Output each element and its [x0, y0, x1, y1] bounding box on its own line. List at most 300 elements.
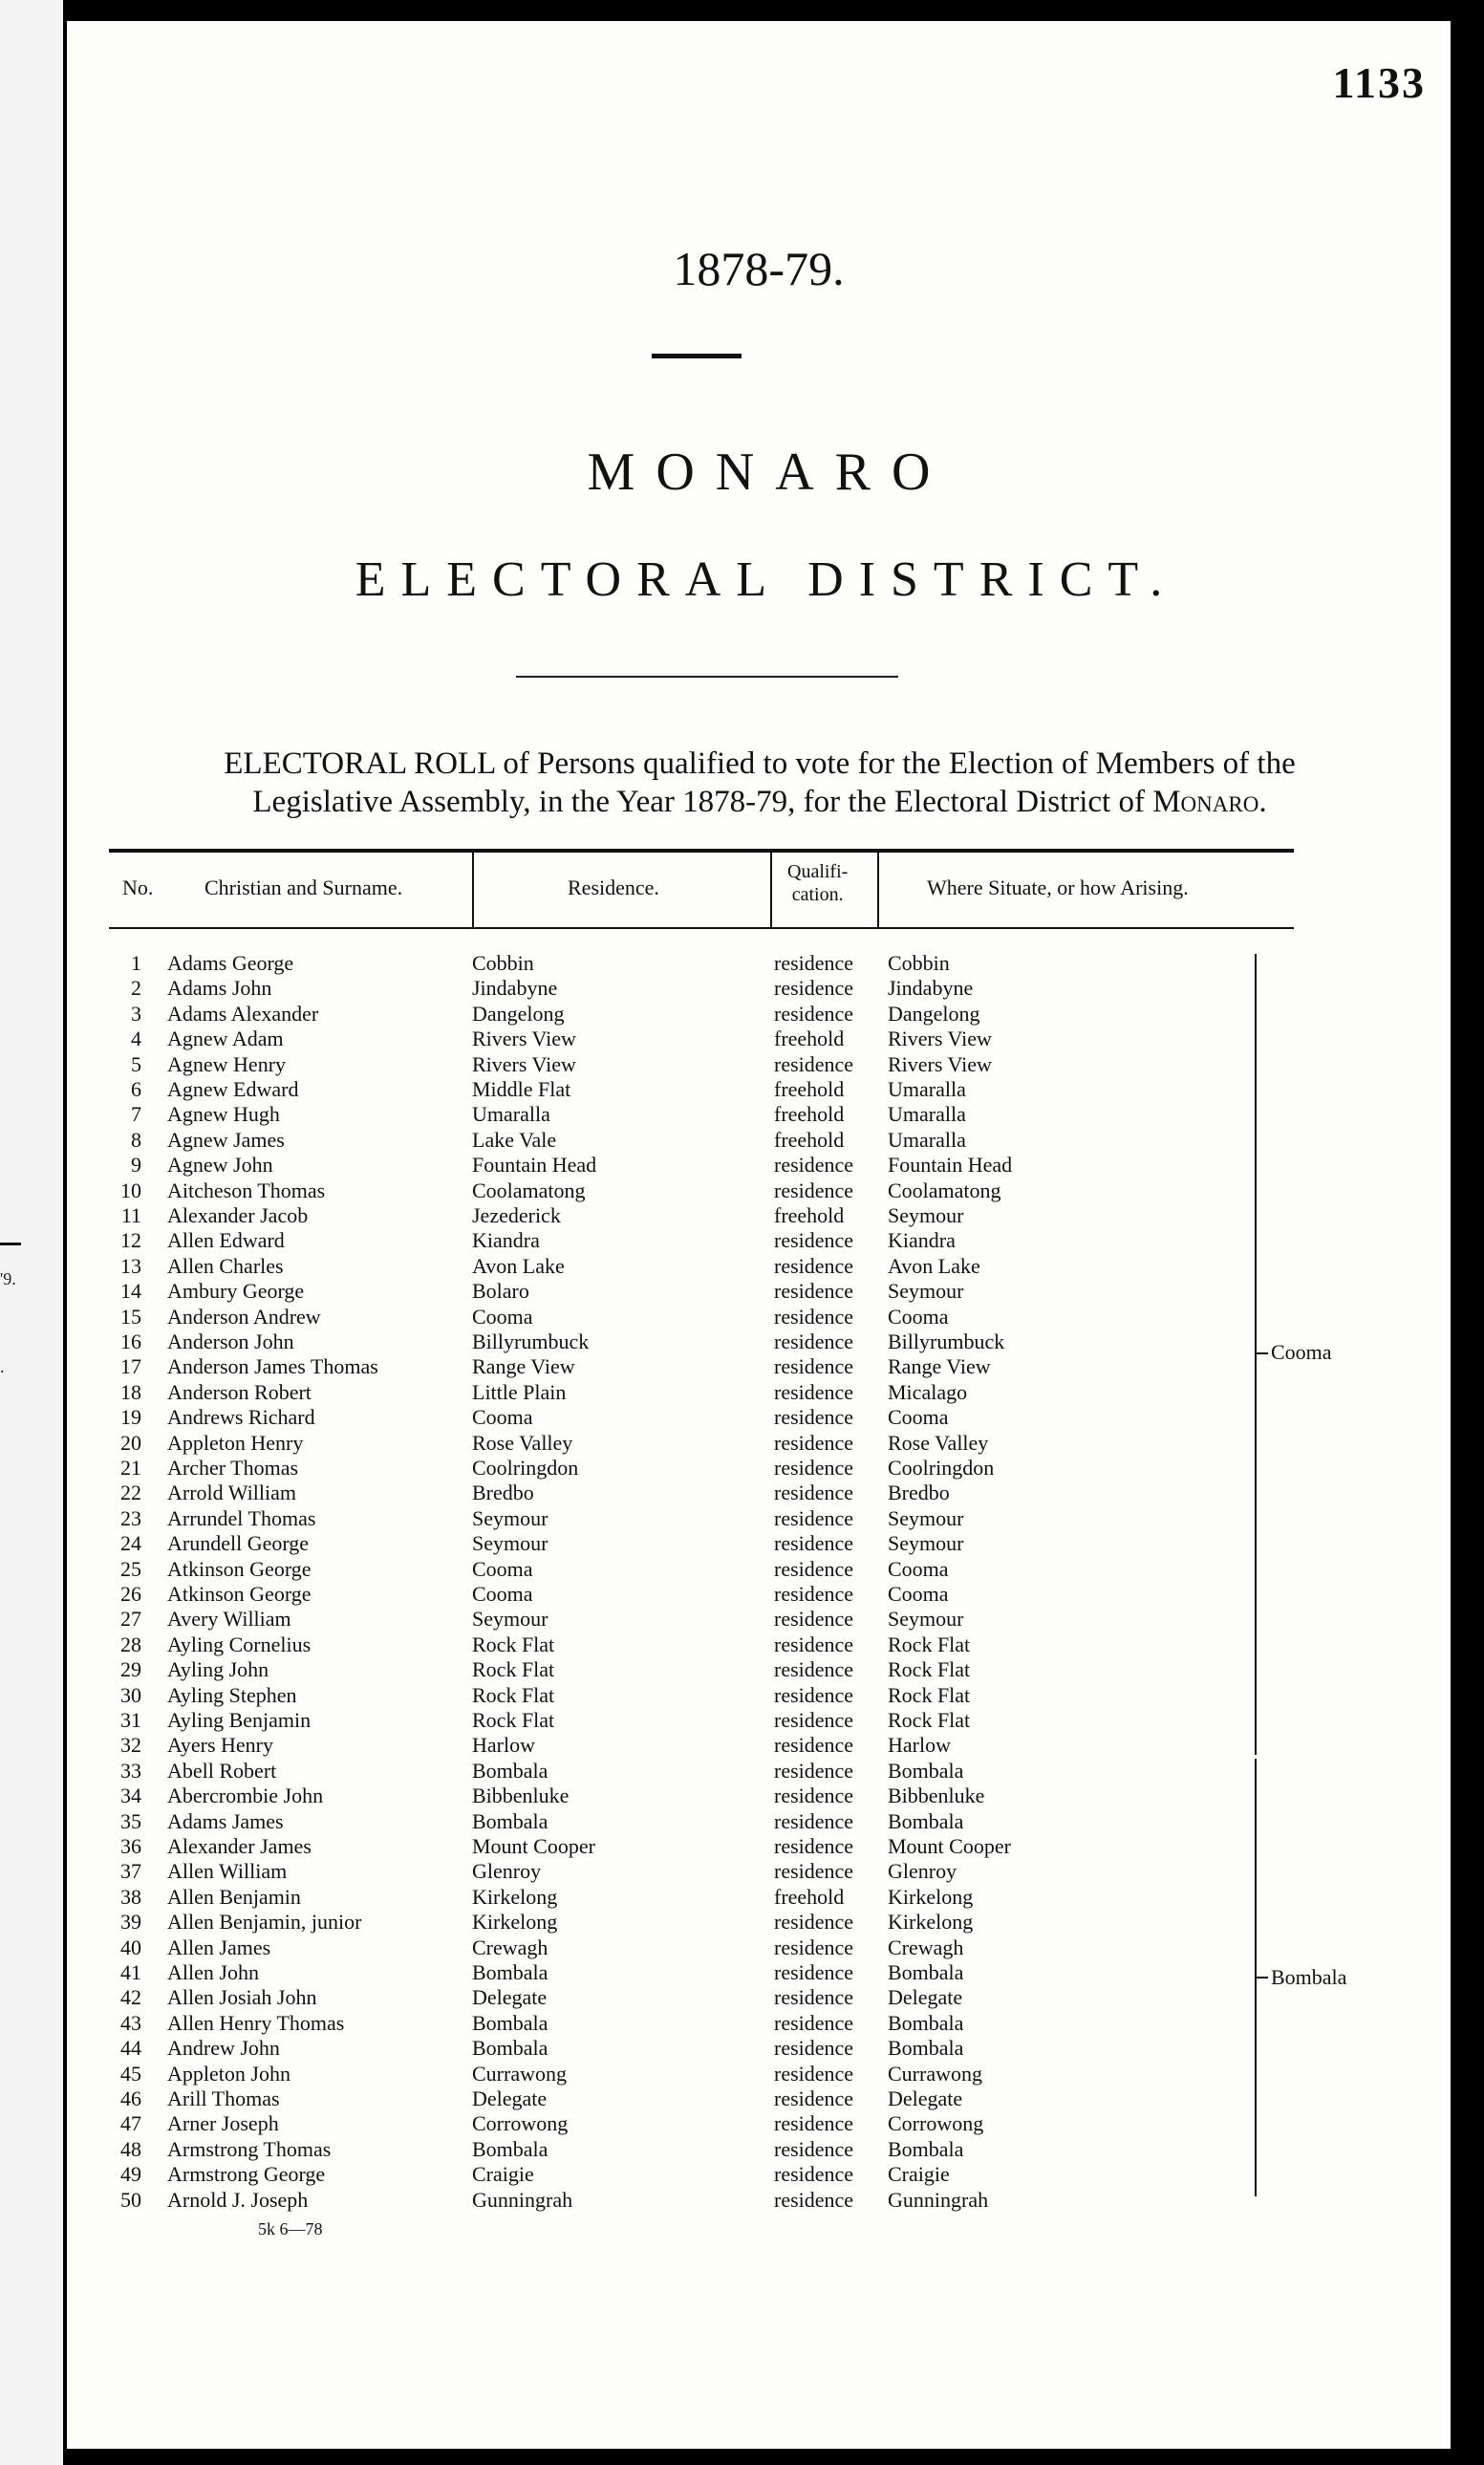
entry-number: 24	[120, 1531, 141, 1556]
elector-name: Adams John	[167, 976, 272, 1001]
header-where-situate: Where Situate, or how Arising.	[927, 876, 1189, 899]
residence: Rock Flat	[472, 1632, 555, 1656]
elector-name: Abell Robert	[167, 1758, 277, 1783]
residence: Kirkelong	[472, 1884, 558, 1909]
where-situate: Bredbo	[888, 1481, 950, 1505]
elector-name: Aitcheson Thomas	[167, 1178, 326, 1202]
where-situate: Micalago	[888, 1379, 968, 1404]
elector-name: Arrundel Thomas	[167, 1505, 316, 1530]
table-row	[109, 1278, 1141, 1304]
intro-line-1: ELECTORAL ROLL of Persons qualified to vote for the Election of Members of the	[224, 746, 1296, 781]
qualification: freehold	[774, 1884, 845, 1909]
qualification: residence	[774, 2036, 854, 2061]
elector-name: Arnold J. Joseph	[167, 2187, 309, 2212]
qualification: residence	[774, 1228, 854, 1253]
where-situate: Jindabyne	[888, 976, 974, 1001]
table-row	[109, 1909, 1141, 1935]
entry-number: 43	[120, 2010, 141, 2035]
entry-number: 1	[131, 951, 141, 975]
where-situate: Cooma	[888, 1582, 949, 1606]
entry-number: 42	[120, 1985, 141, 2010]
entry-number: 23	[120, 1505, 141, 1530]
divider	[516, 676, 898, 678]
residence: Jindabyne	[472, 976, 558, 1001]
residence: Fountain Head	[472, 1153, 597, 1178]
printer-imprint: 5k 6—78	[258, 2219, 323, 2238]
qualification: residence	[774, 1632, 854, 1656]
residence: Kiandra	[472, 1228, 540, 1253]
residence: Seymour	[472, 1531, 548, 1556]
table-row	[109, 950, 1141, 976]
page-number: 1133	[1332, 58, 1426, 107]
where-situate: Craigie	[888, 2162, 950, 2187]
elector-name: Atkinson George	[167, 1556, 312, 1581]
table-row	[109, 1656, 1141, 1682]
where-situate: Rock Flat	[888, 1708, 971, 1732]
qualification: residence	[774, 1456, 854, 1480]
where-situate: Bombala	[888, 2010, 964, 2035]
elector-name: Adams James	[167, 1808, 284, 1833]
where-situate: Rose Valley	[888, 1430, 989, 1455]
elector-name: Andrews Richard	[167, 1405, 315, 1430]
entry-number: 19	[120, 1405, 141, 1430]
residence: Rivers View	[472, 1051, 576, 1076]
where-situate: Bombala	[888, 1758, 964, 1783]
intro-district-name: Monaro	[1152, 785, 1259, 819]
table-row	[109, 1959, 1141, 1985]
table-row	[109, 1556, 1141, 1582]
residence: Bombala	[472, 1758, 548, 1783]
where-situate: Bombala	[888, 1960, 964, 1984]
elector-name: Atkinson George	[167, 1582, 312, 1606]
where-situate: Coolringdon	[888, 1456, 995, 1480]
where-situate: Mount Cooper	[888, 1834, 1011, 1858]
entry-number: 11	[120, 1203, 141, 1227]
table-row	[109, 1076, 1141, 1102]
where-situate: Dangelong	[888, 1001, 980, 1026]
entry-number: 44	[120, 2036, 141, 2061]
residence: Bombala	[472, 2136, 548, 2161]
qualification: residence	[774, 1430, 854, 1455]
entry-number: 22	[120, 1481, 141, 1505]
where-situate: Avon Lake	[888, 1253, 980, 1278]
qualification: residence	[774, 951, 854, 975]
elector-name: Ayling Benjamin	[167, 1708, 312, 1732]
elector-name: Arill Thomas	[167, 2087, 280, 2110]
elector-name: Archer Thomas	[167, 1456, 299, 1480]
entry-number: 35	[120, 1808, 141, 1833]
entry-number: 4	[131, 1027, 141, 1051]
elector-name: Allen Josiah John	[167, 1985, 317, 2010]
residence: Harlow	[472, 1733, 535, 1758]
elector-name: Abercrombie John	[167, 1784, 324, 1808]
entry-number: 5	[131, 1051, 141, 1076]
where-situate: Bombala	[888, 2136, 964, 2161]
qualification: residence	[774, 1405, 854, 1430]
where-situate: Cooma	[888, 1304, 949, 1329]
residence: Glenroy	[472, 1859, 542, 1884]
table-row	[109, 1505, 1141, 1531]
entry-number: 50	[120, 2187, 141, 2212]
header-residence: Residence.	[568, 876, 659, 899]
residence: Cooma	[472, 1556, 533, 1581]
where-situate: Seymour	[888, 1505, 964, 1530]
residence: Bombala	[472, 2010, 548, 2035]
elector-name: Anderson James Thomas	[167, 1354, 378, 1379]
elector-name: Ayling Cornelius	[167, 1632, 312, 1656]
elector-name: Anderson Andrew	[167, 1304, 321, 1329]
qualification: residence	[774, 2087, 854, 2110]
elector-name: Ambury George	[167, 1279, 305, 1304]
residence: Jezederick	[472, 1203, 561, 1227]
where-situate: Umaralla	[888, 1102, 966, 1127]
adjacent-page-rule	[0, 1243, 21, 1245]
residence: Currawong	[472, 2061, 567, 2086]
table-row	[109, 1051, 1141, 1077]
entry-number: 7	[131, 1102, 141, 1127]
entry-number: 29	[120, 1657, 141, 1682]
where-situate: Harlow	[888, 1733, 951, 1758]
where-situate: Cooma	[888, 1556, 949, 1581]
where-situate: Umaralla	[888, 1077, 966, 1101]
where-situate: Gunningrah	[888, 2187, 989, 2212]
table-row	[109, 2110, 1141, 2136]
entry-number: 27	[120, 1607, 141, 1632]
table-row	[109, 1530, 1141, 1556]
table-row	[109, 2010, 1141, 2036]
entry-number: 18	[120, 1379, 141, 1404]
table-row	[109, 1227, 1141, 1253]
where-situate: Rock Flat	[888, 1682, 971, 1707]
elector-name: Adams George	[167, 951, 294, 975]
residence: Rock Flat	[472, 1682, 555, 1707]
qualification: residence	[774, 1682, 854, 1707]
entry-number: 17	[120, 1354, 141, 1379]
where-situate: Seymour	[888, 1531, 964, 1556]
elector-name: Allen Henry Thomas	[167, 2010, 345, 2035]
qualification: residence	[774, 1859, 854, 1884]
entry-number: 28	[120, 1632, 141, 1656]
where-situate: Kiandra	[888, 1228, 956, 1253]
elector-name: Agnew John	[167, 1153, 273, 1178]
elector-name: Alexander Jacob	[167, 1203, 309, 1227]
residence: Mount Cooper	[472, 1834, 595, 1858]
column-divider	[770, 853, 772, 927]
table-row	[109, 1732, 1141, 1758]
residence: Range View	[472, 1354, 575, 1379]
document-page	[67, 21, 1451, 2449]
qualification: residence	[774, 1607, 854, 1632]
residence: Cobbin	[472, 951, 534, 975]
table-row	[109, 1783, 1141, 1808]
residence: Coolamatong	[472, 1178, 586, 1202]
residence: Rock Flat	[472, 1708, 555, 1732]
entry-number: 20	[120, 1430, 141, 1455]
elector-name: Arrold William	[167, 1481, 296, 1505]
where-situate: Range View	[888, 1354, 991, 1379]
header-qualification: Qualifi- cation.	[787, 861, 849, 905]
residence: Cooma	[472, 1304, 533, 1329]
table-row	[109, 1606, 1141, 1632]
qualification: residence	[774, 2187, 854, 2212]
column-divider	[877, 853, 879, 927]
entry-number: 41	[120, 1960, 141, 1984]
qualification: residence	[774, 1985, 854, 2010]
table-row	[109, 1884, 1141, 1910]
column-divider	[472, 853, 474, 927]
entry-number: 45	[120, 2061, 141, 2086]
elector-name: Appleton Henry	[167, 1430, 304, 1455]
qualification: residence	[774, 1582, 854, 1606]
table-row	[109, 2187, 1141, 2213]
residence: Craigie	[472, 2162, 534, 2187]
qualification: freehold	[774, 1027, 845, 1051]
elector-name: Allen Benjamin, junior	[167, 1910, 362, 1935]
where-situate: Kirkelong	[888, 1910, 974, 1935]
elector-name: Allen Edward	[167, 1228, 285, 1253]
qualification: residence	[774, 1001, 854, 1026]
qualification: residence	[774, 1910, 854, 1935]
elector-name: Avery William	[167, 1607, 291, 1632]
qualification: residence	[774, 2111, 854, 2136]
group-label-bombala: Bombala	[1271, 1965, 1347, 1989]
table-row	[109, 2161, 1141, 2187]
qualification: residence	[774, 976, 854, 1001]
residence: Bombala	[472, 1960, 548, 1984]
elector-name: Agnew Hugh	[167, 1102, 280, 1127]
qualification: freehold	[774, 1102, 845, 1127]
residence: Rose Valley	[472, 1430, 573, 1455]
divider	[652, 354, 742, 358]
elector-name: Agnew Adam	[167, 1027, 284, 1051]
header-name: Christian and Surname.	[204, 876, 403, 899]
table-row	[109, 1001, 1141, 1027]
elector-name: Agnew James	[167, 1127, 285, 1152]
entry-number: 26	[120, 1582, 141, 1606]
table-body	[109, 929, 1347, 2305]
residence: Cooma	[472, 1405, 533, 1430]
entry-number: 25	[120, 1556, 141, 1581]
adjacent-page-fragment: '9.	[0, 1269, 16, 1288]
where-situate: Currawong	[888, 2061, 982, 2086]
table-row	[109, 2086, 1141, 2111]
entry-number: 9	[131, 1153, 141, 1178]
elector-name: Anderson Robert	[167, 1379, 312, 1404]
entry-number: 46	[120, 2087, 141, 2110]
elector-name: Alexander James	[167, 1834, 312, 1858]
table-row	[109, 1202, 1141, 1228]
where-situate: Corrowong	[888, 2111, 984, 2136]
qualification: residence	[774, 1531, 854, 1556]
entry-number: 3	[131, 1001, 141, 1026]
where-situate: Coolamatong	[888, 1178, 1001, 1202]
elector-name: Ayers Henry	[167, 1733, 273, 1758]
entry-number: 14	[120, 1279, 141, 1304]
qualification: residence	[774, 1354, 854, 1379]
qualification: freehold	[774, 1077, 845, 1101]
where-situate: Rivers View	[888, 1027, 992, 1051]
qualification: residence	[774, 1330, 854, 1353]
district-name: MONARO	[587, 443, 952, 502]
where-situate: Seymour	[888, 1279, 964, 1304]
qualification: residence	[774, 1304, 854, 1329]
qualification: residence	[774, 1708, 854, 1732]
qualification: residence	[774, 1935, 854, 1959]
table-row	[109, 1430, 1141, 1456]
entry-number: 6	[131, 1077, 141, 1101]
table-row	[109, 1935, 1141, 1960]
qualification: residence	[774, 2162, 854, 2187]
entry-number: 48	[120, 2136, 141, 2161]
qualification: residence	[774, 1784, 854, 1808]
table-row	[109, 1404, 1141, 1430]
entry-number: 37	[120, 1859, 141, 1884]
table-row	[109, 1304, 1141, 1330]
entry-number: 8	[131, 1127, 141, 1152]
where-situate: Delegate	[888, 1985, 963, 2010]
elector-name: Arner Joseph	[167, 2111, 279, 2136]
qualification: residence	[774, 1834, 854, 1858]
entry-number: 2	[131, 976, 141, 1001]
residence: Corrowong	[472, 2111, 569, 2136]
residence: Bredbo	[472, 1481, 534, 1505]
residence: Bombala	[472, 2036, 548, 2061]
residence: Bibbenluke	[472, 1784, 570, 1808]
residence: Seymour	[472, 1607, 548, 1632]
where-situate: Rivers View	[888, 1051, 992, 1076]
elector-name: Appleton John	[167, 2061, 290, 2086]
residence: Rivers View	[472, 1027, 576, 1051]
table-row	[109, 1984, 1141, 2010]
table-row	[109, 1379, 1141, 1405]
residence: Lake Vale	[472, 1127, 557, 1152]
elector-name: Armstrong Thomas	[167, 2136, 332, 2161]
residence: Delegate	[472, 1985, 548, 2010]
elector-name: Allen Charles	[167, 1253, 284, 1278]
table-row	[109, 1808, 1141, 1834]
table-row	[109, 1833, 1141, 1859]
table-row	[109, 1707, 1141, 1733]
where-situate: Rock Flat	[888, 1657, 971, 1682]
where-situate: Cobbin	[888, 951, 950, 975]
elector-name: Agnew Edward	[167, 1077, 299, 1101]
entry-number: 16	[120, 1330, 141, 1353]
elector-name: Anderson John	[167, 1330, 294, 1353]
residence: Bombala	[472, 1808, 548, 1833]
table-row	[109, 1480, 1141, 1505]
qualification: residence	[774, 1379, 854, 1404]
adjacent-page-fragment: .	[0, 1357, 5, 1376]
where-situate: Rock Flat	[888, 1632, 971, 1656]
adjacent-page-edge	[0, 0, 63, 2465]
residence: Seymour	[472, 1505, 548, 1530]
qualification: residence	[774, 1153, 854, 1178]
table-header	[109, 853, 1294, 929]
where-situate: Crewagh	[888, 1935, 964, 1959]
entry-number: 34	[120, 1784, 141, 1808]
residence: Gunningrah	[472, 2187, 573, 2212]
table-row	[109, 2035, 1141, 2061]
where-situate: Bombala	[888, 1808, 964, 1833]
intro-line-2	[96, 783, 1424, 821]
where-situate: Bombala	[888, 2036, 964, 2061]
qualification: residence	[774, 1733, 854, 1758]
residence: Billyrumbuck	[472, 1330, 590, 1353]
elector-name: Allen John	[167, 1960, 259, 1984]
elector-name: Allen James	[167, 1935, 271, 1959]
residence: Crewagh	[472, 1935, 548, 1959]
entry-number: 12	[120, 1228, 141, 1253]
qualification: residence	[774, 1808, 854, 1833]
entry-number: 39	[120, 1910, 141, 1935]
qualification: residence	[774, 1178, 854, 1202]
qualification: residence	[774, 2136, 854, 2161]
elector-name: Ayling John	[167, 1657, 269, 1682]
elector-name: Adams Alexander	[167, 1001, 319, 1026]
electoral-roll-table	[109, 849, 1347, 2305]
group-label-cooma: Cooma	[1271, 1340, 1332, 1364]
qualification: freehold	[774, 1203, 845, 1227]
elector-name: Allen Benjamin	[167, 1884, 301, 1909]
where-situate: Bibbenluke	[888, 1784, 985, 1808]
where-situate: Delegate	[888, 2087, 963, 2110]
table-row	[109, 1253, 1141, 1279]
entry-number: 47	[120, 2111, 141, 2136]
residence: Dangelong	[472, 1001, 565, 1026]
residence: Bolaro	[472, 1279, 529, 1304]
qualification: residence	[774, 1279, 854, 1304]
where-situate: Umaralla	[888, 1127, 966, 1152]
table-row	[109, 1455, 1141, 1481]
elector-name: Arundell George	[167, 1531, 310, 1556]
entry-number: 40	[120, 1935, 141, 1959]
qualification: residence	[774, 1758, 854, 1783]
group-brace-cooma	[1239, 954, 1257, 1755]
qualification: residence	[774, 1051, 854, 1076]
district-subtitle: ELECTORAL DISTRICT.	[355, 552, 1178, 607]
where-situate: Seymour	[888, 1203, 964, 1227]
entry-number: 15	[120, 1304, 141, 1329]
table-row	[109, 2061, 1141, 2087]
table-row	[109, 1127, 1141, 1153]
table-row	[109, 975, 1141, 1001]
entry-number: 36	[120, 1834, 141, 1858]
residence: Rock Flat	[472, 1657, 555, 1682]
elector-name: Armstrong George	[167, 2162, 326, 2187]
table-row	[109, 1581, 1141, 1607]
where-situate: Glenroy	[888, 1859, 957, 1884]
year-heading: 1878-79.	[673, 242, 845, 295]
qualification: freehold	[774, 1127, 845, 1152]
residence: Coolringdon	[472, 1456, 579, 1480]
residence: Umaralla	[472, 1102, 550, 1127]
intro-line-2-suffix: .	[1258, 785, 1267, 819]
entry-number: 10	[120, 1178, 141, 1202]
table-row	[109, 1858, 1141, 1884]
table-row	[109, 1152, 1141, 1178]
where-situate: Seymour	[888, 1607, 964, 1632]
entry-number: 30	[120, 1682, 141, 1707]
residence: Middle Flat	[472, 1077, 571, 1101]
qualification: residence	[774, 1556, 854, 1581]
residence: Avon Lake	[472, 1253, 565, 1278]
elector-name: Ayling Stephen	[167, 1682, 297, 1707]
table-row	[109, 1758, 1141, 1784]
group-brace-bombala	[1239, 1759, 1257, 2196]
header-no: No.	[122, 876, 154, 899]
elector-name: Andrew John	[167, 2036, 280, 2061]
table-row	[109, 1101, 1141, 1127]
